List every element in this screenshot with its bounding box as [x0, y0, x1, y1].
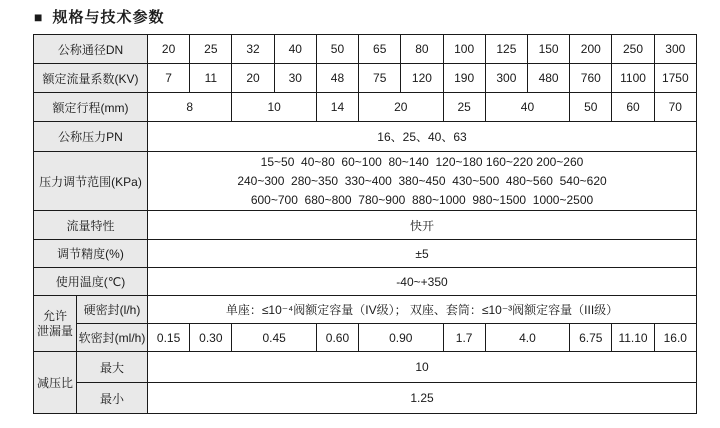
section-title-text: 规格与技术参数 — [52, 9, 165, 26]
dn-value-cell: 20 — [148, 35, 190, 64]
dn-value-cell: 32 — [232, 35, 274, 64]
kv-value-cell: 30 — [274, 64, 316, 93]
row-rated-travel — [34, 93, 697, 122]
dn-value-cell: 250 — [612, 35, 654, 64]
soft-seal-value-cell: 0.45 — [232, 324, 316, 352]
travel-value-cell: 8 — [148, 93, 232, 122]
pressure-range-line: 600~700 680~800 780~900 880~1000 980~1500 1000~2500 — [250, 192, 594, 207]
travel-value-cell: 60 — [612, 93, 654, 122]
pressure-range-value-cell — [148, 152, 697, 211]
pressure-range-line: 15~50 40~80 60~100 80~140 120~180 160~220 200~260 — [260, 154, 584, 169]
dn-value-cell: 300 — [654, 35, 696, 64]
kv-value-cell: 1750 — [654, 64, 696, 93]
row-nominal-diameter — [34, 35, 697, 64]
row-label-hard-seal: 硬密封(l/h) — [77, 296, 148, 324]
kv-value-cell: 75 — [359, 64, 401, 93]
row-flow-coefficient — [34, 64, 697, 93]
row-hard-seal-leakage — [34, 296, 697, 324]
row-soft-seal-leakage — [34, 324, 697, 352]
flow-characteristic-value-cell: 快开 — [148, 211, 697, 240]
row-pressure-range — [34, 152, 697, 211]
section-title — [34, 6, 164, 27]
kv-value-cell: 1100 — [612, 64, 654, 93]
soft-seal-value-cell: 0.60 — [316, 324, 358, 352]
kv-value-cell: 300 — [485, 64, 527, 93]
hard-seal-value-cell: 单座：≤10⁻⁴阀额定容量（IV级）； 双座、套筒：≤10⁻³阀额定容量（III级） — [148, 296, 697, 324]
kv-value-cell: 190 — [443, 64, 485, 93]
row-label-flow-characteristic: 流量特性 — [34, 211, 148, 240]
specs-table — [33, 34, 697, 414]
soft-seal-value-cell: 16.0 — [654, 324, 696, 352]
row-label-dn: 公称通径DN — [34, 35, 148, 64]
row-label-travel: 额定行程(mm) — [34, 93, 148, 122]
travel-value-cell: 14 — [316, 93, 358, 122]
row-label-soft-seal: 软密封(ml/h) — [77, 324, 148, 352]
dn-value-cell: 50 — [316, 35, 358, 64]
row-nominal-pressure — [34, 122, 697, 152]
reduction-ratio-min-value-cell: 1.25 — [148, 383, 697, 414]
kv-value-cell: 48 — [316, 64, 358, 93]
kv-value-cell: 760 — [570, 64, 612, 93]
dn-value-cell: 80 — [401, 35, 443, 64]
travel-value-cell: 50 — [570, 93, 612, 122]
soft-seal-value-cell: 11.10 — [612, 324, 654, 352]
travel-value-cell: 25 — [443, 93, 485, 122]
travel-value-cell: 70 — [654, 93, 696, 122]
reduction-ratio-max-value-cell: 10 — [148, 352, 697, 383]
dn-value-cell: 25 — [190, 35, 232, 64]
soft-seal-value-cell: 0.90 — [359, 324, 443, 352]
row-accuracy — [34, 240, 697, 268]
row-label-pn: 公称压力PN — [34, 122, 148, 152]
row-reduction-ratio-max — [34, 352, 697, 383]
travel-value-cell: 10 — [232, 93, 316, 122]
temperature-value-cell: -40~+350 — [148, 268, 697, 296]
dn-value-cell: 200 — [570, 35, 612, 64]
kv-value-cell: 120 — [401, 64, 443, 93]
soft-seal-value-cell: 0.15 — [148, 324, 190, 352]
row-flow-characteristic — [34, 211, 697, 240]
soft-seal-value-cell: 6.75 — [570, 324, 612, 352]
soft-seal-value-cell: 1.7 — [443, 324, 485, 352]
row-temperature — [34, 268, 697, 296]
kv-value-cell: 480 — [527, 64, 569, 93]
leakage-group-label — [34, 296, 77, 352]
travel-value-cell: 40 — [485, 93, 569, 122]
dn-value-cell: 65 — [359, 35, 401, 64]
leakage-group-label-line: 泄漏量 — [36, 323, 73, 338]
kv-value-cell: 7 — [148, 64, 190, 93]
row-reduction-ratio-min — [34, 383, 697, 414]
dn-value-cell: 40 — [274, 35, 316, 64]
row-label-pressure-range: 压力调节范围(KPa) — [34, 152, 148, 211]
kv-value-cell: 11 — [190, 64, 232, 93]
soft-seal-value-cell: 0.30 — [190, 324, 232, 352]
dn-value-cell: 125 — [485, 35, 527, 64]
accuracy-value-cell: ±5 — [148, 240, 697, 268]
row-label-kv: 额定流量系数(KV) — [34, 64, 148, 93]
pressure-range-line: 240~300 280~350 330~400 380~450 430~500 480~560 540~620 — [237, 173, 607, 188]
soft-seal-value-cell: 4.0 — [485, 324, 569, 352]
pn-value-cell: 16、25、40、63 — [148, 122, 697, 152]
row-label-accuracy: 调节精度(%) — [34, 240, 148, 268]
row-label-max: 最大 — [77, 352, 148, 383]
travel-value-cell: 20 — [359, 93, 443, 122]
kv-value-cell: 20 — [232, 64, 274, 93]
leakage-group-label-line: 允许 — [42, 308, 67, 323]
row-label-min: 最小 — [77, 383, 148, 414]
row-label-temperature: 使用温度(℃) — [34, 268, 148, 296]
square-bullet-icon: ■ — [34, 8, 44, 25]
dn-value-cell: 150 — [527, 35, 569, 64]
reduction-ratio-group-label: 减压比 — [34, 352, 77, 414]
dn-value-cell: 100 — [443, 35, 485, 64]
